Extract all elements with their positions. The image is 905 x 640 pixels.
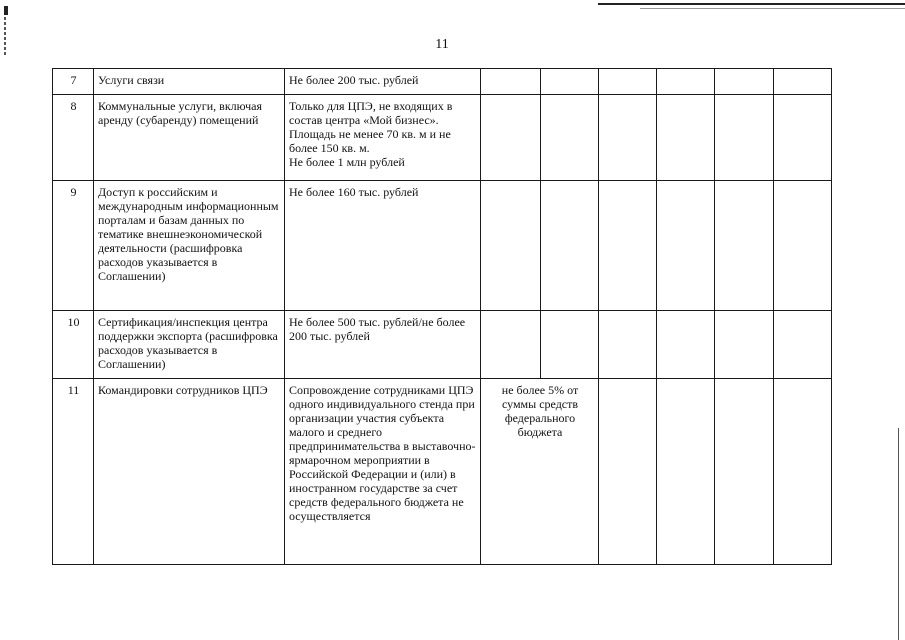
table-row — [53, 181, 832, 311]
table-row — [53, 379, 832, 565]
empty-cell — [715, 379, 774, 565]
empty-cell — [774, 379, 832, 565]
service-name: Сертификация/инспекция центра поддержки экспорта (расшифровка расходов указывается в Соглашении) — [94, 311, 285, 379]
empty-cell — [541, 311, 599, 379]
funding-limit: не более 5% от суммы средств федерального бюджета — [481, 379, 599, 565]
service-name: Доступ к российским и международным информационным порталам и базам данных по тематике внешнеэкономической деятельности (расшифровка расходов указывается в Соглашении) — [94, 181, 285, 311]
empty-cell — [599, 181, 657, 311]
empty-cell — [715, 181, 774, 311]
service-condition: Только для ЦПЭ, не входящих в состав центра «Мой бизнес». Площадь не менее 70 кв. м и не более 150 кв. м. Не более 1 млн рублей — [285, 95, 481, 181]
empty-cell — [599, 311, 657, 379]
empty-cell — [481, 69, 541, 95]
service-name: Командировки сотрудников ЦПЭ — [94, 379, 285, 565]
empty-cell — [657, 311, 715, 379]
empty-cell — [715, 95, 774, 181]
service-condition: Не более 200 тыс. рублей — [285, 69, 481, 95]
empty-cell — [541, 95, 599, 181]
empty-cell — [774, 69, 832, 95]
empty-cell — [657, 181, 715, 311]
service-name: Услуги связи — [94, 69, 285, 95]
row-number: 10 — [53, 311, 94, 379]
empty-cell — [774, 181, 832, 311]
table-row — [53, 311, 832, 379]
row-number: 11 — [53, 379, 94, 565]
empty-cell — [657, 95, 715, 181]
row-number: 7 — [53, 69, 94, 95]
table-row — [53, 95, 832, 181]
row-number: 8 — [53, 95, 94, 181]
service-condition: Не более 500 тыс. рублей/не более 200 тыс. рублей — [285, 311, 481, 379]
service-name: Коммунальные услуги, включая аренду (субаренду) помещений — [94, 95, 285, 181]
empty-cell — [774, 311, 832, 379]
scan-edge-marks — [3, 6, 9, 66]
empty-cell — [599, 379, 657, 565]
row-number: 9 — [53, 181, 94, 311]
empty-cell — [541, 69, 599, 95]
expenses-table — [52, 68, 832, 565]
empty-cell — [481, 311, 541, 379]
service-condition: Не более 160 тыс. рублей — [285, 181, 481, 311]
header-rule — [598, 3, 905, 5]
empty-cell — [481, 181, 541, 311]
table-row — [53, 69, 832, 95]
page-number: 11 — [435, 37, 449, 52]
empty-cell — [481, 95, 541, 181]
scan-edge-line — [898, 428, 899, 640]
empty-cell — [715, 69, 774, 95]
empty-cell — [774, 95, 832, 181]
empty-cell — [599, 95, 657, 181]
empty-cell — [657, 69, 715, 95]
empty-cell — [657, 379, 715, 565]
service-condition: Сопровождение сотрудниками ЦПЭ одного индивидуального стенда при организации участия субъекта малого и среднего предпринимательства в выставочно-ярмарочном мероприятии в Российской Федерации и (или) в иностранном государстве за счет средств федерального бюджета не осуществляется — [285, 379, 481, 565]
empty-cell — [541, 181, 599, 311]
empty-cell — [715, 311, 774, 379]
header-rule-thin — [640, 8, 905, 9]
empty-cell — [599, 69, 657, 95]
